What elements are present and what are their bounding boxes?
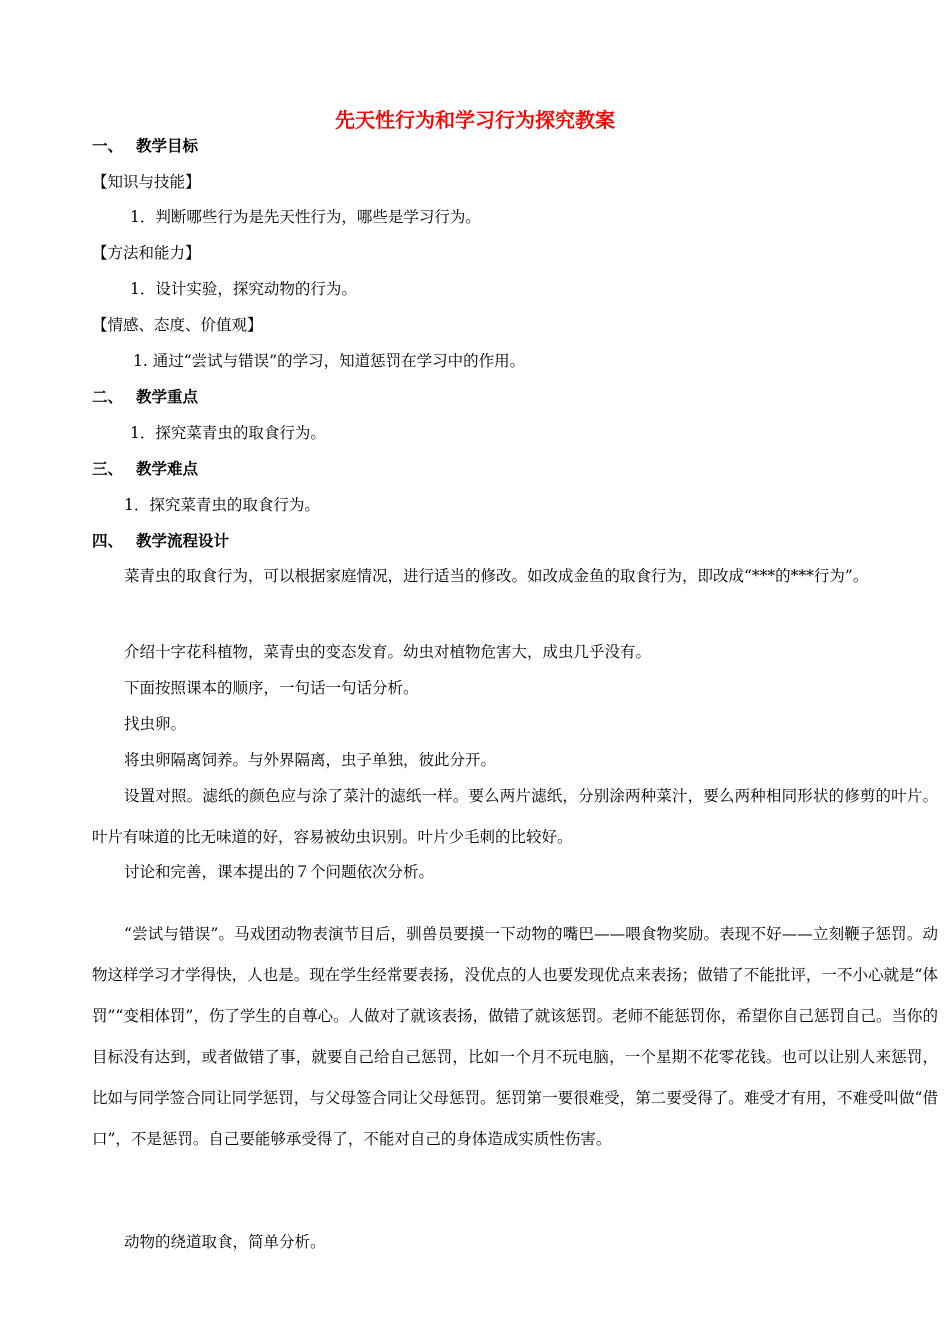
list-item: 1．判断哪些行为是先天性行为，哪些是学习行为。 [130, 208, 481, 226]
section-heading-2 [92, 387, 198, 407]
paragraph: 找虫卵。 [124, 715, 187, 733]
section-title: 教学流程设计 [136, 531, 230, 550]
subsection-label-method: 【方法和能力】 [92, 244, 201, 262]
paragraph: 将虫卵隔离饲养。与外界隔离，虫子单独，彼此分开。 [124, 751, 497, 769]
section-title: 教学重点 [136, 387, 199, 406]
paragraph: 讨论和完善，课本提出的７个问题依次分析。 [124, 863, 435, 881]
section-number: 一、 [92, 136, 124, 155]
paragraph: “尝试与错误”。马戏团动物表演节目后，驯兽员要摸一下动物的嘴巴——喂食物奖励。表现不好——立刻鞭子惩罚。动物这样学习才学得快，人也是。现在学生经常要表扬，没优点的人也要发现优点来表扬；做错了不能批评，一不小心就是“体罚”“变相体罚”，伤了学生的自尊心。人做对了就该表扬，做错了就该惩罚。老师不能惩罚你，希望你自己惩罚自己。当你的目标没有达到，或者做错了事，就要自己给自己惩罚，比如一个月不玩电脑，一个星期不花零花钱。也可以让别人来惩罚，比如与同学签合同让同学惩罚，与父母签合同让父母惩罚。惩罚第一要很难受，第二要受得了。难受才有用，不难受叫做“借口”，不是惩罚。自己要能够承受得了，不能对自己的身体造成实质性伤害。 [92, 925, 938, 1148]
list-item: 1．探究菜青虫的取食行为。 [124, 496, 320, 514]
section-title: 教学目标 [136, 136, 199, 155]
section-number: 四、 [92, 531, 124, 550]
paragraph: 下面按照课本的顺序，一句话一句话分析。 [124, 679, 419, 697]
section-heading-4 [92, 531, 229, 551]
paragraph: 动物的绕道取食，简单分析。 [124, 1233, 326, 1251]
list-item: 1．探究菜青虫的取食行为。 [130, 424, 326, 442]
document-title: 先天性行为和学习行为探究教案 [335, 108, 615, 132]
subsection-label-knowledge: 【知识与技能】 [92, 173, 201, 191]
list-item: 1. 通过“尝试与错误”的学习，知道惩罚在学习中的作用。 [133, 352, 526, 370]
paragraph: 菜青虫的取食行为，可以根据家庭情况，进行适当的修改。如改成金鱼的取食行为，即改成“***的***行为”。 [124, 567, 869, 585]
list-item: 1．设计实验，探究动物的行为。 [130, 280, 357, 298]
section-heading-1 [92, 136, 198, 156]
section-heading-3 [92, 459, 198, 479]
section-number: 二、 [92, 387, 124, 406]
section-number: 三、 [92, 459, 124, 478]
paragraph: 设置对照。滤纸的颜色应与涂了菜汁的滤纸一样。要么两片滤纸，分别涂两种菜汁，要么两种相同形状的修剪的叶片。叶片有味道的比无味道的好，容易被幼虫识别。叶片少毛刺的比较好。 [92, 787, 938, 846]
paragraph: 介绍十字花科植物，菜青虫的变态发育。幼虫对植物危害大，成虫几乎没有。 [124, 643, 652, 661]
section-title: 教学难点 [136, 459, 199, 478]
subsection-label-emotion: 【情感、态度、价值观】 [92, 316, 263, 334]
